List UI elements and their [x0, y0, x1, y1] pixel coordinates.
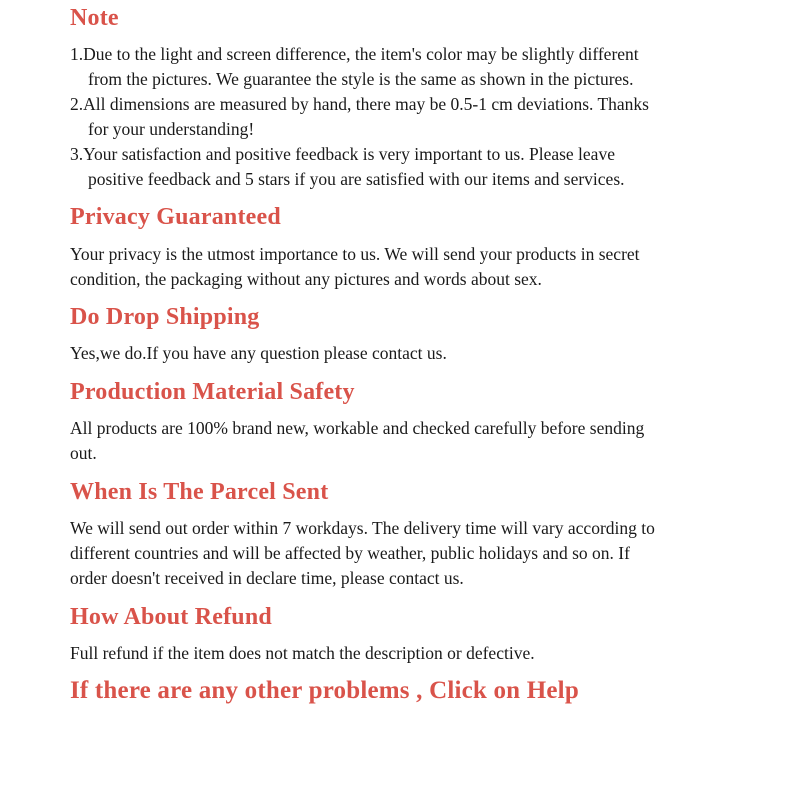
parcel-sent-text: We will send out order within 7 workdays. The delivery time will vary according to different countries and will be affected by weather, public holidays and so on. If order doesn't received in declare time, please contact us.	[70, 518, 655, 588]
note-item: 3.Your satisfaction and positive feedback is very important to us. Please leave positive feedback and 5 stars if you are satisfied with our items and services.	[70, 144, 625, 189]
refund-text: Full refund if the item does not match the description or defective.	[70, 643, 535, 663]
drop-shipping-text: Yes,we do.If you have any question please contact us.	[70, 343, 447, 363]
drop-shipping-heading: Do Drop Shipping	[70, 304, 260, 330]
note-heading: Note	[70, 5, 119, 31]
material-safety-heading: Production Material Safety	[70, 379, 355, 405]
help-link[interactable]: If there are any other problems , Click on Help	[70, 677, 579, 704]
privacy-heading: Privacy Guaranteed	[70, 204, 281, 230]
note-item: 2.All dimensions are measured by hand, there may be 0.5-1 cm deviations. Thanks for your understanding!	[70, 94, 649, 139]
parcel-sent-heading: When Is The Parcel Sent	[70, 479, 329, 505]
refund-heading: How About Refund	[70, 604, 272, 630]
material-safety-text: All products are 100% brand new, workable and checked carefully before sending out.	[70, 418, 645, 463]
note-list	[70, 42, 770, 192]
note-item: 1.Due to the light and screen difference, the item's color may be slightly different from the pictures. We guarantee the style is the same as shown in the pictures.	[70, 44, 639, 89]
privacy-text: Your privacy is the utmost importance to us. We will send your products in secret condition, the packaging without any pictures and words about sex.	[70, 244, 640, 289]
